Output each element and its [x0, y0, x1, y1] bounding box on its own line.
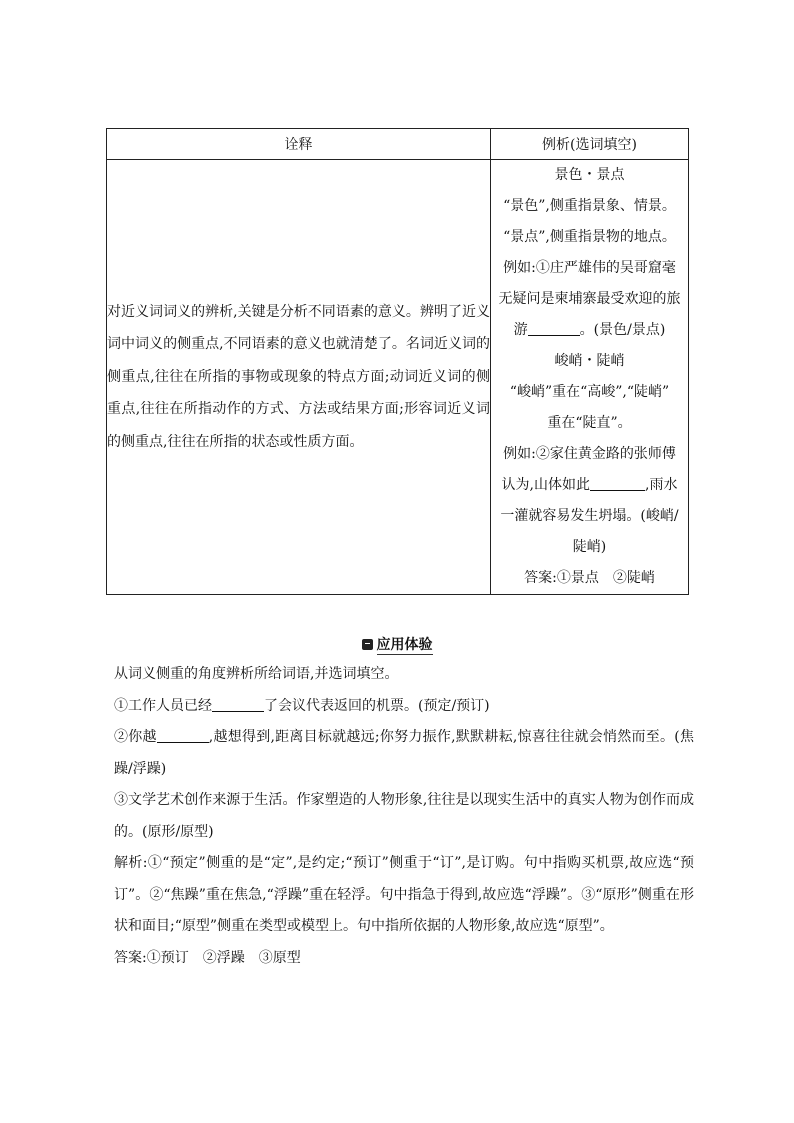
example-2-line-c: 一灌就容易发生坍塌。(峻峭/: [500, 508, 679, 524]
example-2-line-d: 陡峭): [572, 539, 607, 555]
question-3: ③文学艺术创作来源于生活。作家塑造的人物形象,往往是以现实生活中的真实人物为创作而成的。(原形/原型): [114, 792, 694, 840]
practice-intro: 从词义侧重的角度辨析所给词语,并选词填空。: [114, 666, 399, 682]
question-2: [114, 722, 694, 785]
question-1: [114, 691, 694, 723]
question-1-post: 了会议代表返回的机票。(预定/预订): [264, 697, 490, 714]
fill-blank: [590, 476, 645, 491]
pair-note-1a: “景色”,侧重指景象、情景。: [503, 198, 676, 214]
pair-note-2b: 重在“陡直”。: [547, 415, 632, 431]
example-1-line-c: [491, 315, 688, 346]
example-1-line-b: 无疑问是柬埔寨最受欢迎的旅: [498, 291, 681, 307]
example-1-line-a: 例如:①庄严雄伟的吴哥窟毫: [503, 260, 676, 276]
section-title-text: 应用体验: [376, 637, 433, 653]
table-answer: 答案:①景点 ②陡峭: [524, 570, 655, 586]
question-1-pre: ①工作人员已经: [114, 697, 212, 714]
example-2-line-b: [491, 470, 688, 501]
table-body-row: [107, 160, 689, 595]
pen-icon: [362, 639, 373, 650]
fill-blank: [157, 728, 209, 743]
example-1-pre: 游: [513, 322, 528, 338]
pair-note-1b: “景点”,侧重指景物的地点。: [503, 229, 676, 245]
explanation-cell: 对近义词词义的辨析,关键是分析不同语素的意义。辨明了近义词中词义的侧重点,不同语素的意义也就清楚了。名词近义词的侧重点,往往在所指的事物或现象的特点方面;动词近义词的侧重点,往往在所指动作的方式、方法或结果方面;形容词近义词的侧重点,往往在所指的状态或性质方面。: [107, 160, 491, 595]
header-explanation: 诠释: [107, 129, 491, 160]
example-cell: [491, 160, 689, 595]
practice-answer: 答案:①预订 ②浮躁 ③原型: [114, 949, 301, 966]
question-2-post: ,越想得到,距离目标就越远;你努力振作,默默耕耘,惊喜往往就会悄然而至。(焦躁/浮躁): [114, 729, 695, 777]
table-header-row: [107, 129, 689, 160]
section-heading: [0, 634, 794, 654]
example-1-post: 。(景色/景点): [579, 322, 666, 338]
example-2-line-a: 例如:②家住黄金路的张师傅: [503, 446, 676, 462]
example-2-pre: 认为,山体如此: [501, 477, 590, 493]
practice-block: [114, 659, 694, 974]
pair-title-1: 景色・景点: [554, 167, 625, 183]
example-2-post: ,雨水: [645, 477, 678, 493]
header-example: 例析(选词填空): [491, 129, 689, 160]
fill-blank: [212, 697, 264, 712]
fill-blank: [528, 321, 580, 336]
pair-title-2: 峻峭・陡峭: [554, 353, 625, 369]
analysis: 解析:①“预定”侧重的是“定”,是约定;“预订”侧重于“订”,是订购。句中指购买机票,故应选“预订”。②“焦躁”重在焦急,“浮躁”重在轻浮。句中指急于得到,故应选“浮躁”。③“原形”侧重在形状和面目;“原型”侧重在类型或模型上。句中指所依据的人物形象,故应选“原型”。: [114, 855, 694, 934]
explanation-table: [106, 128, 689, 595]
pair-note-2a: “峻峭”重在“高峻”,“陡峭”: [509, 384, 670, 400]
question-2-pre: ②你越: [114, 729, 157, 745]
